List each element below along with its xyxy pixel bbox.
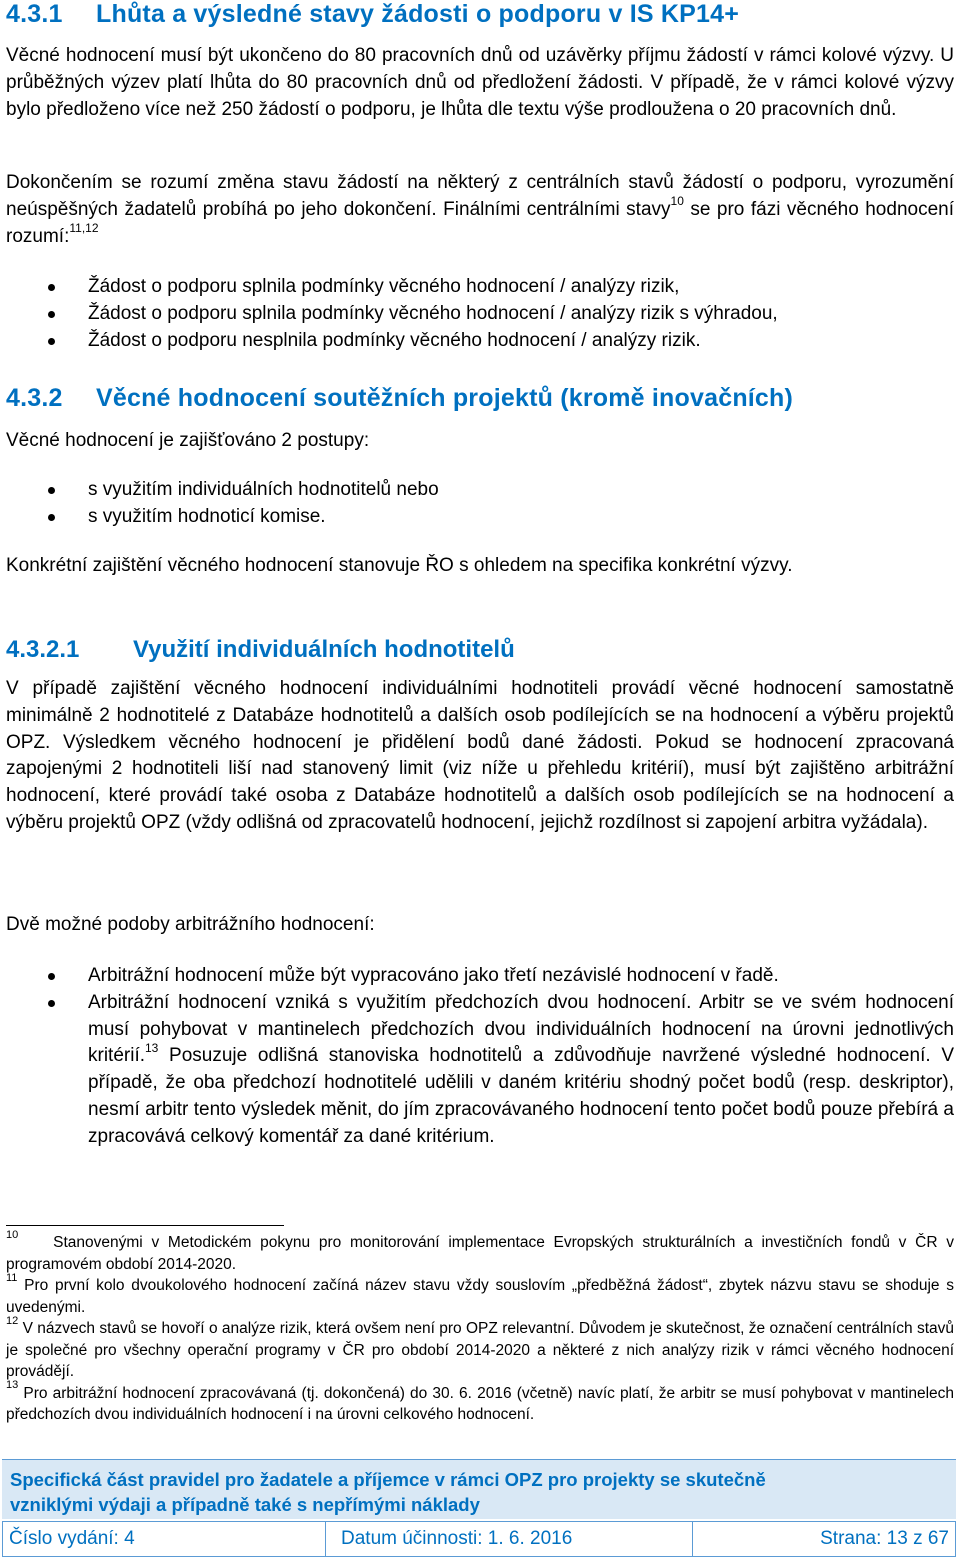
footnote-text: Pro první kolo dvoukolového hodnocení začíná název stavu vždy souslovím „předběžná žádost“, zbytek názvu stavu se shoduje s uvedenými. (6, 1277, 954, 1316)
list-item: Arbitrážní hodnocení může být vypracováno jako třetí nezávislé hodnocení v řadě. (6, 963, 954, 990)
procedures-list (6, 477, 954, 531)
footnotes (6, 1228, 955, 1426)
heading-title: Věcné hodnocení soutěžních projektů (kromě inovačních) (96, 384, 794, 412)
paragraph-procedures: Věcné hodnocení je zajišťováno 2 postupy: (6, 430, 370, 451)
list-item (6, 990, 954, 1151)
document-title-banner (2, 1459, 956, 1519)
heading-number: 4.3.1 (6, 0, 63, 28)
heading-number: 4.3.2 (6, 384, 63, 412)
paragraph-deadline: Věcné hodnocení musí být ukončeno do 80 pracovních dnů od uzávěrky příjmu žádostí v rámci kolové výzvy. U průběžných výzev platí lhůta do 80 pracovních dnů od předložení žádosti. V případě, že v rámci kolové výzvy bylo předloženo více než 250 žádostí o podporu, je lhůta dle textu výše prodloužena o 20 pracovních dnů. (6, 45, 954, 120)
list-item: s využitím hodnoticí komise. (6, 504, 954, 531)
footnote-separator (6, 1225, 284, 1226)
paragraph-final-states (6, 170, 954, 250)
paragraph-text: Dokončením se rozumí změna stavu žádostí na některý z centrálních stavů žádostí o podporu, vyrozumění neúspěšných žadatelů probíhá po jeho dokončení. Finálními centrálními stavy (6, 172, 954, 220)
heading-number: 4.3.2.1 (6, 636, 80, 663)
footnote-ref-11-12[interactable]: 11,12 (69, 221, 99, 236)
paragraph-arbitration-forms: Dvě možné podoby arbitrážního hodnocení: (6, 914, 375, 935)
paragraph-individual-evaluators: V případě zajištění věcného hodnocení individuálními hodnotiteli provádí věcné hodnocení samostatně minimálně 2 hodnotitelé z Databáze hodnotitelů a dalších osob podílejících se na hodnocení a výběru projektů OPZ. Výsledkem věcného hodnocení je přidělení bodů dané žádosti. Pokud se hodnocení zpracovaná zapojenými 2 hodnotiteli liší nad stanovený limit (viz níže u přehledu kritérií), musí být zajištěno arbitrážní hodnocení, které provádí také osoba z Databáze hodnotitelů a dalších osob podílejících se na hodnocení a výběru projektů OPZ (vždy odlišná od zpracovatelů hodnocení, jejichž rozdílnost si zapojení arbitra vyžádala). (6, 678, 954, 833)
list-item-text: Arbitrážní hodnocení vzniká s využitím předchozích dvou hodnocení. Arbitr se ve svém hodnocení musí pohybovat v mantinelech předchozích dvou individuálních hodnocení na úrovni jednotlivých kritérií. (88, 991, 954, 1067)
footnote-10 (6, 1228, 954, 1275)
page-footer (2, 1521, 956, 1557)
paragraph-text: se pro fázi věcného hodnocení rozumí: (6, 198, 954, 247)
footnote-number: 11 (6, 1271, 18, 1284)
issue-number: Číslo vydání: 4 (3, 1522, 326, 1556)
heading-title: Využití individuálních hodnotitelů (133, 636, 515, 663)
heading-4-3-2 (6, 384, 954, 413)
footnote-number: 10 (6, 1228, 19, 1241)
footnote-ref-13[interactable]: 13 (145, 1041, 159, 1056)
list-item: s využitím individuálních hodnotitelů nebo (6, 477, 954, 504)
paragraph-specifics: Konkrétní zajištění věcného hodnocení stanovuje ŘO s ohledem na specifika konkrétní výzvy. (6, 555, 793, 576)
list-item: Žádost o podporu splnila podmínky věcného hodnocení / analýzy rizik s výhradou, (6, 301, 954, 328)
footnote-text: Pro arbitrážní hodnocení zpracovávaná (tj. dokončená) do 30. 6. 2016 (včetně) navíc platí, že arbitr se musí pohybovat v mantinelech předchozích dvou individuálních hodnocení i na úrovni celkového hodnocení. (6, 1384, 955, 1423)
effective-date: Datum účinnosti: 1. 6. 2016 (326, 1522, 693, 1556)
footnote-11 (6, 1271, 954, 1318)
heading-4-3-1 (6, 0, 954, 29)
footnote-text: Stanovenými v Metodickém pokynu pro monitorování implementace Evropských strukturálních a investičních fondů v ČR v programovém období 2014-2020. (6, 1234, 954, 1273)
banner-line: vzniklými výdaji a případně také s nepřímými náklady (10, 1494, 480, 1515)
list-item-text: Posuzuje odlišná stanoviska hodnotitelů a zdůvodňuje navržené výsledné hodnocení. V případě, že oba předchozí hodnotitelé udělili v daném kritériu shodný počet bodů (resp. deskriptor), nesmí arbitr tento výsledek měnit, do jím zpracovávaného hodnocení tento počet bodů pouze přebírá a zpracovává celkový komentář za dané kritérium. (88, 1045, 954, 1147)
list-item: Žádost o podporu nesplnila podmínky věcného hodnocení / analýzy rizik. (6, 328, 954, 355)
footnote-number: 12 (6, 1314, 19, 1327)
footnote-13 (6, 1379, 955, 1426)
footnote-number: 13 (6, 1379, 19, 1392)
page-number: Strana: 13 z 67 (820, 1528, 949, 1549)
heading-title: Lhůta a výsledné stavy žádosti o podporu v IS KP14+ (96, 0, 740, 28)
list-item: Žádost o podporu splnila podmínky věcného hodnocení / analýzy rizik, (6, 274, 954, 301)
heading-4-3-2-1 (6, 636, 954, 664)
footnote-12 (6, 1314, 954, 1383)
banner-line: Specifická část pravidel pro žadatele a příjemce v rámci OPZ pro projekty se skutečně (10, 1469, 766, 1490)
footnote-ref-10[interactable]: 10 (670, 194, 684, 209)
final-states-list (6, 274, 954, 354)
arbitration-list (6, 963, 954, 1151)
footnote-text: V názvech stavů se hovoří o analýze rizik, která ovšem není pro OPZ relevantní. Důvodem je skutečnost, že označení centrálních stavů je společné pro všechny operační programy v ČR pro období 2014-2020 a některé z nich analýzy rizik v rámci věcného hodnocení provádějí. (6, 1320, 954, 1380)
